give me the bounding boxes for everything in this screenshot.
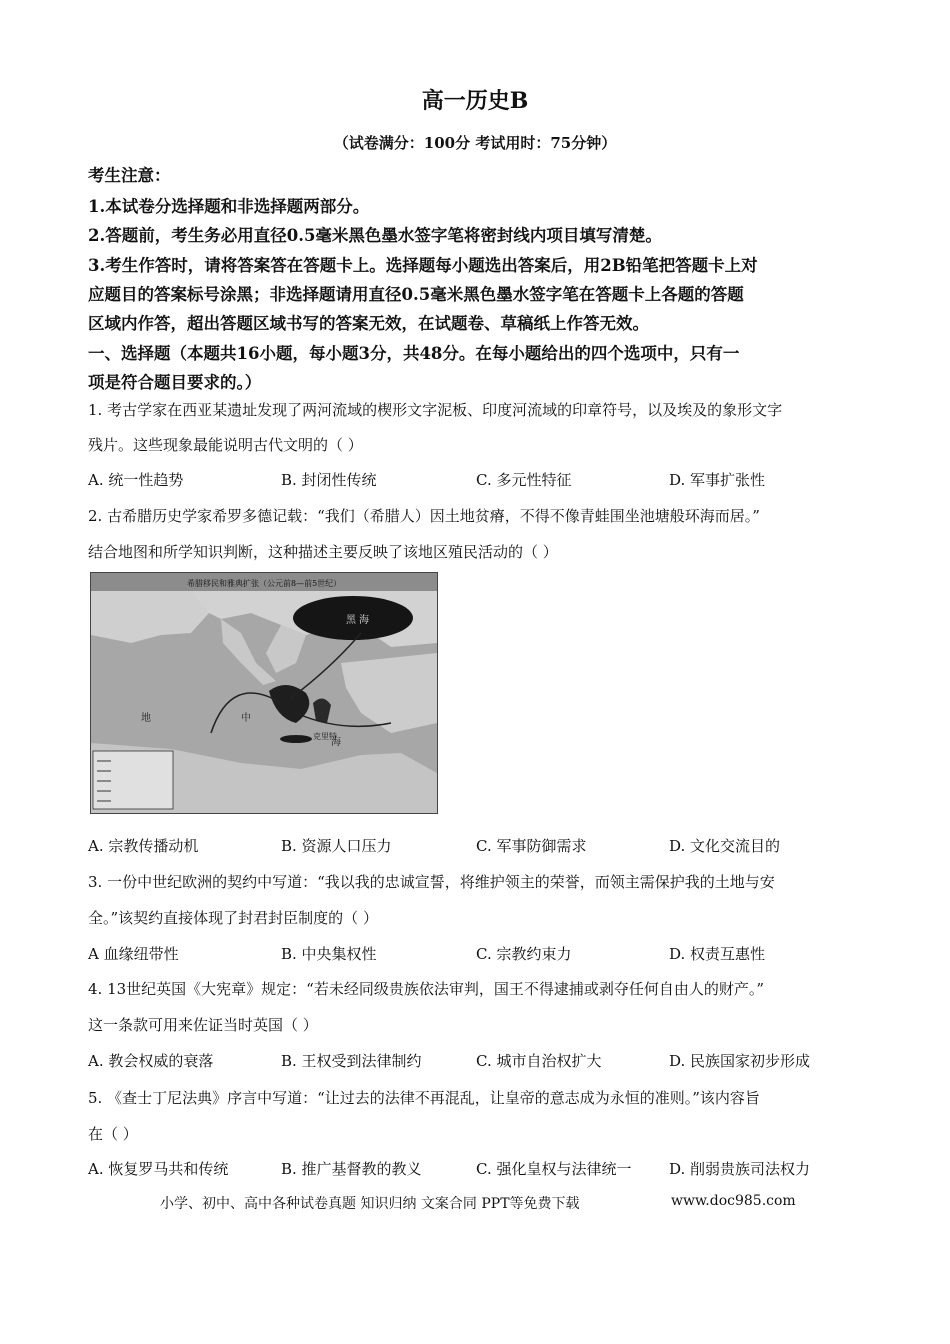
map-caption: 希腊移民和雅典扩张（公元前8—前5世纪）: [187, 579, 342, 588]
exam-info: （试卷满分：100分 考试用时：75分钟）: [333, 134, 617, 152]
footer-link[interactable]: www.doc985.com: [671, 1193, 796, 1209]
question-3-option-c[interactable]: C. 宗教约束力: [476, 945, 572, 963]
question-5-option-a[interactable]: A. 恢复罗马共和传统: [88, 1160, 229, 1178]
question-4-text: 这一条款可用来佐证当时英国（ ）: [88, 1016, 318, 1034]
map-label: 海: [331, 737, 341, 748]
question-2-text: 结合地图和所学知识判断，这种描述主要反映了该地区殖民活动的（ ）: [88, 543, 558, 561]
question-3-option-a[interactable]: A 血缘纽带性: [88, 945, 179, 963]
notice-heading: 考生注意：: [88, 166, 171, 185]
question-1-text: 残片。这些现象最能说明古代文明的（ ）: [88, 436, 363, 454]
question-4-text: 4. 13世纪英国《大宪章》规定：“若未经同级贵族依法审判，国王不得逮捕或剥夺任何自由人的财产。”: [88, 980, 765, 998]
question-2-option-b[interactable]: B. 资源人口压力: [281, 837, 392, 855]
question-1-option-a[interactable]: A. 统一性趋势: [88, 471, 184, 489]
page-title: 高一历史B: [421, 88, 529, 114]
question-4-option-b[interactable]: B. 王权受到法律制约: [281, 1052, 422, 1070]
question-3-option-b[interactable]: B. 中央集权性: [281, 945, 377, 963]
question-5-text: 在（ ）: [88, 1125, 138, 1143]
question-5-option-b[interactable]: B. 推广基督教的教义: [281, 1160, 422, 1178]
notice-line: 应题目的答案标号涂黑；非选择题请用直径0.5毫米黑色墨水签字笔在答题卡上各题的答题: [88, 285, 744, 304]
colonization-map: [90, 572, 438, 814]
question-1-option-c[interactable]: C. 多元性特征: [476, 471, 572, 489]
footer-text: 小学、初中、高中各种试卷真题 知识归纳 文案合同 PPT等免费下载: [160, 1196, 580, 1212]
question-1-option-b[interactable]: B. 封闭性传统: [281, 471, 377, 489]
notice-line: 区域内作答，超出答题区域书写的答案无效，在试题卷、草稿纸上作答无效。: [88, 314, 649, 333]
map-graphic: [91, 573, 437, 813]
map-label: 黑: [346, 615, 356, 626]
map-label: 海: [359, 615, 369, 626]
map-label: 克里特: [313, 732, 337, 741]
question-4-option-d[interactable]: D. 民族国家初步形成: [669, 1052, 811, 1070]
map-label: 中: [241, 713, 251, 724]
question-2-text: 2. 古希腊历史学家希罗多德记载：“我们（希腊人）因土地贫瘠，不得不像青蛙围坐池塘般环海而居。”: [88, 507, 760, 525]
question-1-option-d[interactable]: D. 军事扩张性: [669, 471, 766, 489]
question-4-option-c[interactable]: C. 城市自治权扩大: [476, 1052, 602, 1070]
question-5-option-c[interactable]: C. 强化皇权与法律统一: [476, 1160, 632, 1178]
question-5-text: 5. 《查士丁尼法典》序言中写道：“让过去的法律不再混乱，让皇帝的意志成为永恒的准则。”该内容旨: [88, 1089, 760, 1107]
question-3-text: 全。”该契约直接体现了封君封臣制度的（ ）: [88, 909, 378, 927]
notice-line: 1.本试卷分选择题和非选择题两部分。: [88, 197, 370, 216]
question-5-option-d[interactable]: D. 削弱贵族司法权力: [669, 1160, 811, 1178]
notice-line: 2.答题前，考生务必用直径0.5毫米黑色墨水签字笔将密封线内项目填写清楚。: [88, 226, 662, 245]
question-4-option-a[interactable]: A. 教会权威的衰落: [88, 1052, 214, 1070]
section-heading: 一、选择题（本题共16小题，每小题3分，共48分。在每小题给出的四个选项中，只有一: [88, 344, 740, 363]
question-3-text: 3. 一份中世纪欧洲的契约中写道：“我以我的忠诚宣誓，将维护领主的荣誉，而领主需保护我的土地与安: [88, 873, 775, 891]
question-2-option-a[interactable]: A. 宗教传播动机: [88, 837, 199, 855]
question-2-option-d[interactable]: D. 文化交流目的: [669, 837, 781, 855]
notice-line: 3.考生作答时，请将答案答在答题卡上。选择题每小题选出答案后，用2B铅笔把答题卡上对: [88, 256, 758, 275]
question-1-text: 1. 考古学家在西亚某遗址发现了两河流域的楔形文字泥板、印度河流域的印章符号，以及埃及的象形文字: [88, 401, 783, 419]
question-2-option-c[interactable]: C. 军事防御需求: [476, 837, 587, 855]
map-label: 地: [141, 713, 151, 724]
question-3-option-d[interactable]: D. 权责互惠性: [669, 945, 766, 963]
section-heading: 项是符合题目要求的。）: [88, 373, 262, 392]
